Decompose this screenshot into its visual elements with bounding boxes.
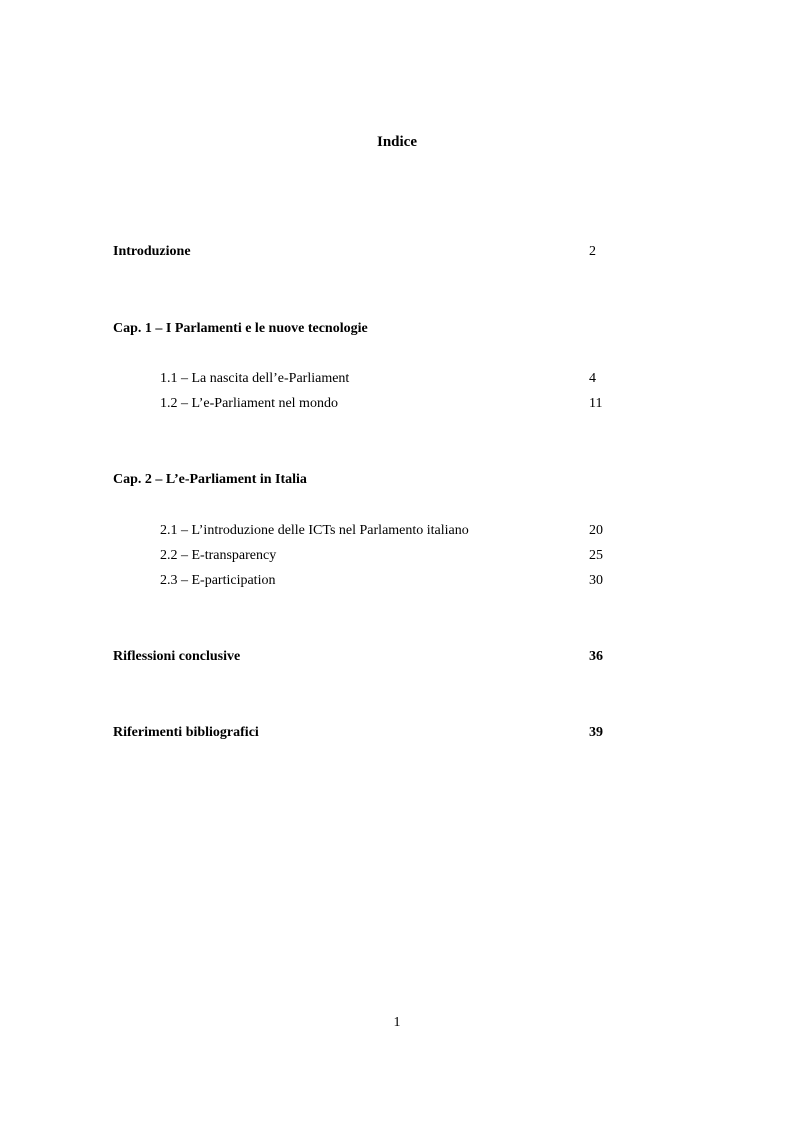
toc-entry-page: 36 [589,649,603,664]
toc-section-1-1[interactable] [160,369,605,389]
page-number: 1 [393,1015,401,1030]
toc-section-label: 2.2 – E-transparency [160,548,277,563]
toc-chapter-1[interactable] [113,319,605,339]
toc-chapter-label: Cap. 1 – I Parlamenti e le nuove tecnologie [113,321,368,336]
toc-entry-page: 2 [589,244,596,259]
toc-section-2-2[interactable] [160,546,605,566]
toc-entry-label: Riflessioni conclusive [113,649,241,664]
toc-entry-page: 39 [589,725,603,740]
toc-entry-riferimenti[interactable] [113,723,605,743]
toc-entry-label: Riferimenti bibliografici [113,725,259,740]
toc-section-page: 30 [589,573,603,588]
toc-section-label: 2.1 – L’introduzione delle ICTs nel Parlamento italiano [160,523,469,538]
toc-chapter-label: Cap. 2 – L’e-Parliament in Italia [113,472,307,487]
toc-section-page: 4 [589,371,596,386]
toc-section-2-1[interactable] [160,521,605,541]
toc-entry-riflessioni[interactable] [113,647,605,667]
toc-section-2-3[interactable] [160,571,605,591]
toc-section-page: 20 [589,523,603,538]
toc-entry-label: Introduzione [113,244,191,259]
toc-section-page: 11 [589,396,603,411]
toc-section-label: 1.1 – La nascita dell’e-Parliament [160,371,350,386]
toc-section-page: 25 [589,548,603,563]
toc-section-label: 2.3 – E-participation [160,573,276,588]
page-title: Indice [376,134,417,150]
toc-entry-introduzione[interactable] [113,242,605,262]
toc-chapter-2[interactable] [113,470,605,490]
toc-section-1-2[interactable] [160,394,605,414]
toc-section-label: 1.2 – L’e-Parliament nel mondo [160,396,338,411]
